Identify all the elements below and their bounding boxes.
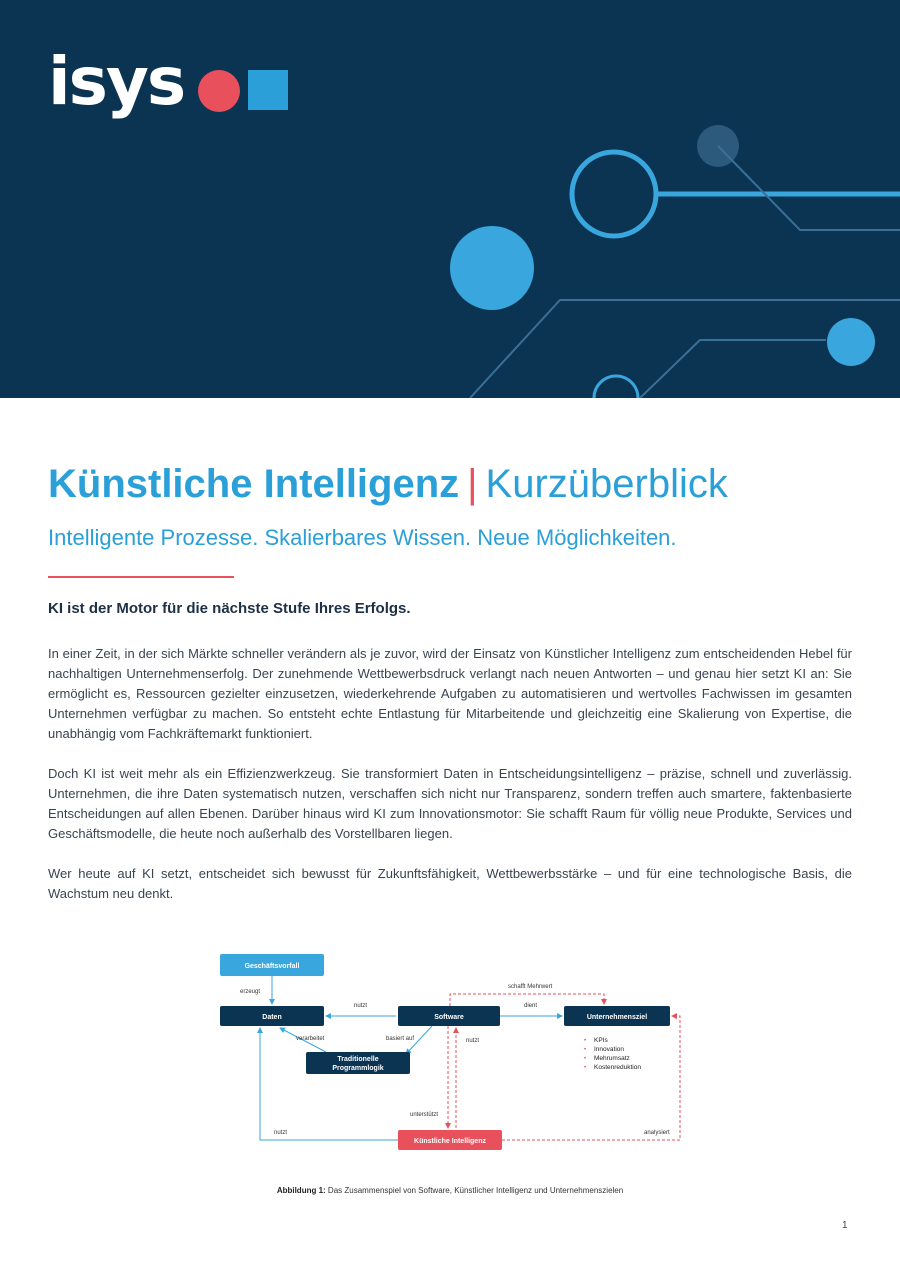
circuit-node-right (827, 318, 875, 366)
body-text (48, 644, 852, 924)
goal-bullet: • (584, 1065, 587, 1071)
edge-label-unterstuetzt: unterstützt (410, 1112, 439, 1118)
figure-caption (0, 1186, 900, 1195)
node-programmlogik-label-1: Traditionelle (337, 1056, 379, 1063)
edge-label-verarbeitet: verarbeitet (296, 1036, 325, 1042)
page-subtitle: Intelligente Prozesse. Skalierbares Wissen. Neue Möglichkeiten. (48, 525, 677, 550)
logo-dot (198, 70, 240, 112)
edge-label-analysiert: analysiert (644, 1130, 670, 1136)
caption-label: Abbildung 1: (276, 1186, 326, 1195)
circuit-ring-bottom (594, 376, 638, 398)
page-number: 1 (842, 1220, 848, 1231)
process-diagram (210, 948, 690, 1158)
edge-label-erzeugt: erzeugt (240, 989, 261, 995)
goal-bullet: • (584, 1047, 587, 1053)
node-ki-label: Künstliche Intelligenz (414, 1138, 486, 1145)
paragraph: Doch KI ist weit mehr als ein Effizienzwerkzeug. Sie transformiert Daten in Entscheidungsintelligenz – präzise, schnell und zuverlässig. Unternehmen, die ihre Daten systematisch nutzen, verschaffen sich nicht nur Transparenz, sondern treffen auch smartere, faktenbasierte Entscheidungen auf allen Ebenen. Darüber hinaus wird KI zum Innovationsmotor: Sie schafft Raum für völlig neue Produkte, Services und Geschäftsmodelle, die heute noch außerhalb des Vorstellbaren liegen. (48, 766, 852, 841)
divider (48, 576, 234, 578)
edge-analysiert (502, 1016, 680, 1140)
caption-text: Das Zusammenspiel von Software, Künstlicher Intelligenz und Unternehmenszielen (325, 1186, 624, 1195)
edge-label-nutzt-ki: nutzt (466, 1038, 480, 1044)
node-daten-label: Daten (262, 1014, 282, 1021)
node-geschaeftsvorfall-label: Geschäftsvorfall (244, 963, 300, 970)
goal-item: Mehrumsatz (594, 1055, 630, 1062)
node-programmlogik-label-2: Programmlogik (332, 1065, 384, 1072)
edge-label-basiert-auf: basiert auf (386, 1036, 415, 1042)
edge-label-schafft-mehrwert: schafft Mehrwert (508, 984, 553, 990)
circuit-node-large (450, 226, 534, 310)
circuit-line-thin (718, 146, 900, 230)
isys-logo (48, 43, 288, 128)
title-main: Künstliche Intelligenz (48, 462, 460, 506)
edge-label-nutzt: nutzt (354, 1003, 368, 1009)
edge-nutzt-ki-daten (260, 1028, 398, 1140)
goal-bullet: • (584, 1056, 587, 1062)
goal-item: Kostenreduktion (594, 1064, 641, 1071)
circuit-ring (572, 152, 656, 236)
page-title (48, 460, 728, 508)
title-sub: Kurzüberblick (485, 462, 728, 506)
node-software-label: Software (434, 1014, 464, 1021)
logo-square (248, 70, 288, 110)
title-separator: | (467, 462, 478, 506)
header-banner (0, 0, 900, 398)
goal-item: Innovation (594, 1046, 624, 1053)
goal-bullet: • (584, 1038, 587, 1044)
edge-label-dient: dient (524, 1003, 538, 1009)
paragraph: In einer Zeit, in der sich Märkte schneller verändern als je zuvor, wird der Einsatz von Künstlicher Intelligenz zum entscheidenden Hebel für nachhaltigen Unternehmenserfolg. Der zunehmende Wettbewerbsdruck verlangt nach neuen Antworten – und genau hier setzt KI an: Sie ermöglicht es, Ressourcen gezielter einzusetzen, wiederkehrende Aufgaben zu automatisieren und wertvolles Fachwissen im gesamten Unternehmen verfügbar zu machen. So entsteht echte Entlastung für Mitarbeitende und gleichzeitig eine Skalierung von Expertise, die unabhängig vom Fachkräftemarkt funktioniert. (48, 646, 852, 741)
edge-label-nutzt-daten: nutzt (274, 1130, 288, 1136)
paragraph: Wer heute auf KI setzt, entscheidet sich bewusst für Zukunftsfähigkeit, Wettbewerbsstärke – und für eine technologische Basis, die Wachstum neu denkt. (48, 866, 852, 901)
lead-heading: KI ist der Motor für die nächste Stufe Ihres Erfolgs. (48, 600, 411, 617)
node-unternehmensziel-label: Unternehmensziel (586, 1014, 648, 1021)
goal-item: KPIs (594, 1037, 608, 1044)
logo-text: isys (48, 43, 185, 120)
circuit-line-lower (640, 340, 826, 398)
